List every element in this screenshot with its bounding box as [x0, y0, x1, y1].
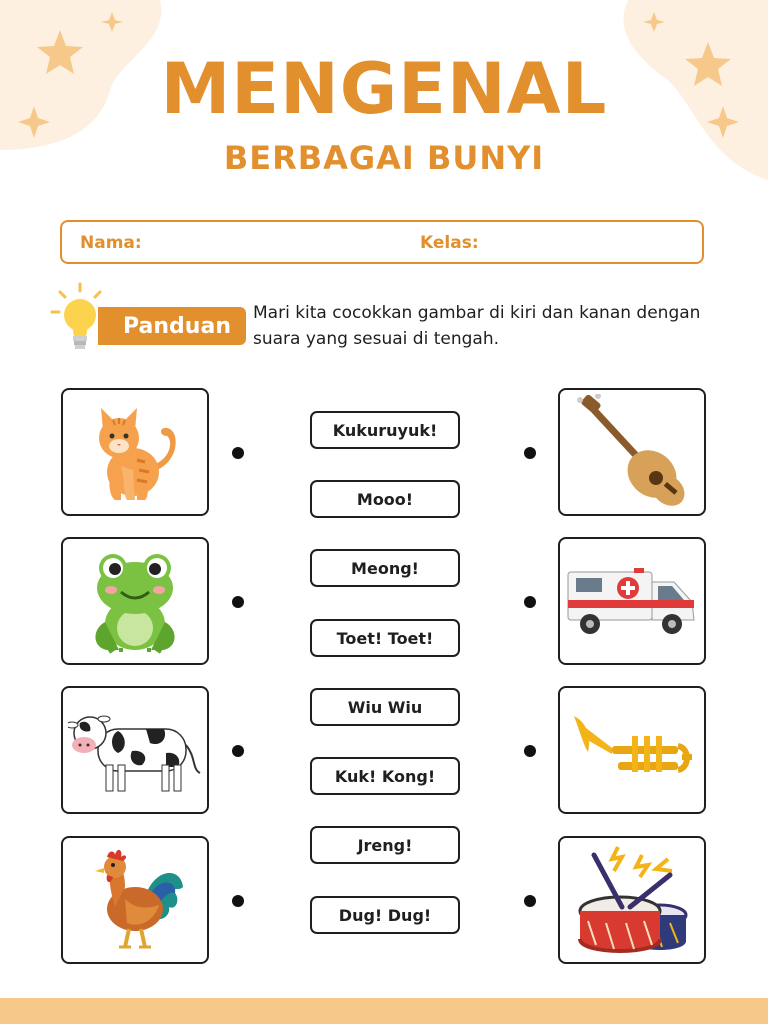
- name-label: Nama:: [80, 233, 142, 253]
- right-dot-4[interactable]: [524, 895, 536, 907]
- right-dot-2[interactable]: [524, 596, 536, 608]
- footer-bar: [0, 998, 768, 1024]
- sound-label-8: Dug! Dug!: [310, 896, 460, 934]
- left-dot-2[interactable]: [232, 596, 244, 608]
- right-dot-3[interactable]: [524, 745, 536, 757]
- left-dot-3[interactable]: [232, 745, 244, 757]
- ukulele-icon: [572, 394, 692, 510]
- left-dot-4[interactable]: [232, 895, 244, 907]
- sound-label-7: Jreng!: [310, 826, 460, 864]
- left-dot-1[interactable]: [232, 447, 244, 459]
- guide-tag: Panduan: [98, 307, 246, 345]
- trumpet-icon: [572, 712, 692, 788]
- left-card-cow: [61, 686, 209, 814]
- cow-icon: [68, 705, 202, 795]
- sound-label-1: Kukuruyuk!: [310, 411, 460, 449]
- right-card-drum: [558, 836, 706, 964]
- sound-label-6: Kuk! Kong!: [310, 757, 460, 795]
- right-card-trumpet: [558, 686, 706, 814]
- class-label: Kelas:: [420, 233, 479, 253]
- right-dot-1[interactable]: [524, 447, 536, 459]
- ambulance-icon: [566, 566, 698, 636]
- name-class-box: [60, 220, 704, 264]
- sound-label-3: Meong!: [310, 549, 460, 587]
- sound-label-2: Mooo!: [310, 480, 460, 518]
- sound-label-5: Wiu Wiu: [310, 688, 460, 726]
- guide-text: Mari kita cocokkan gambar di kiri dan kanan dengan suara yang sesuai di tengah.: [253, 303, 701, 349]
- rooster-icon: [85, 847, 185, 953]
- right-card-ukulele: [558, 388, 706, 516]
- frog-icon: [85, 548, 185, 654]
- left-card-rooster: [61, 836, 209, 964]
- page-title: MENGENAL: [160, 48, 608, 130]
- drum-icon: [572, 845, 692, 955]
- cat-icon: [85, 400, 185, 504]
- sound-label-4: Toet! Toet!: [310, 619, 460, 657]
- left-card-cat: [61, 388, 209, 516]
- left-card-frog: [61, 537, 209, 665]
- page-subtitle: BERBAGAI BUNYI: [223, 139, 545, 177]
- right-card-ambulance: [558, 537, 706, 665]
